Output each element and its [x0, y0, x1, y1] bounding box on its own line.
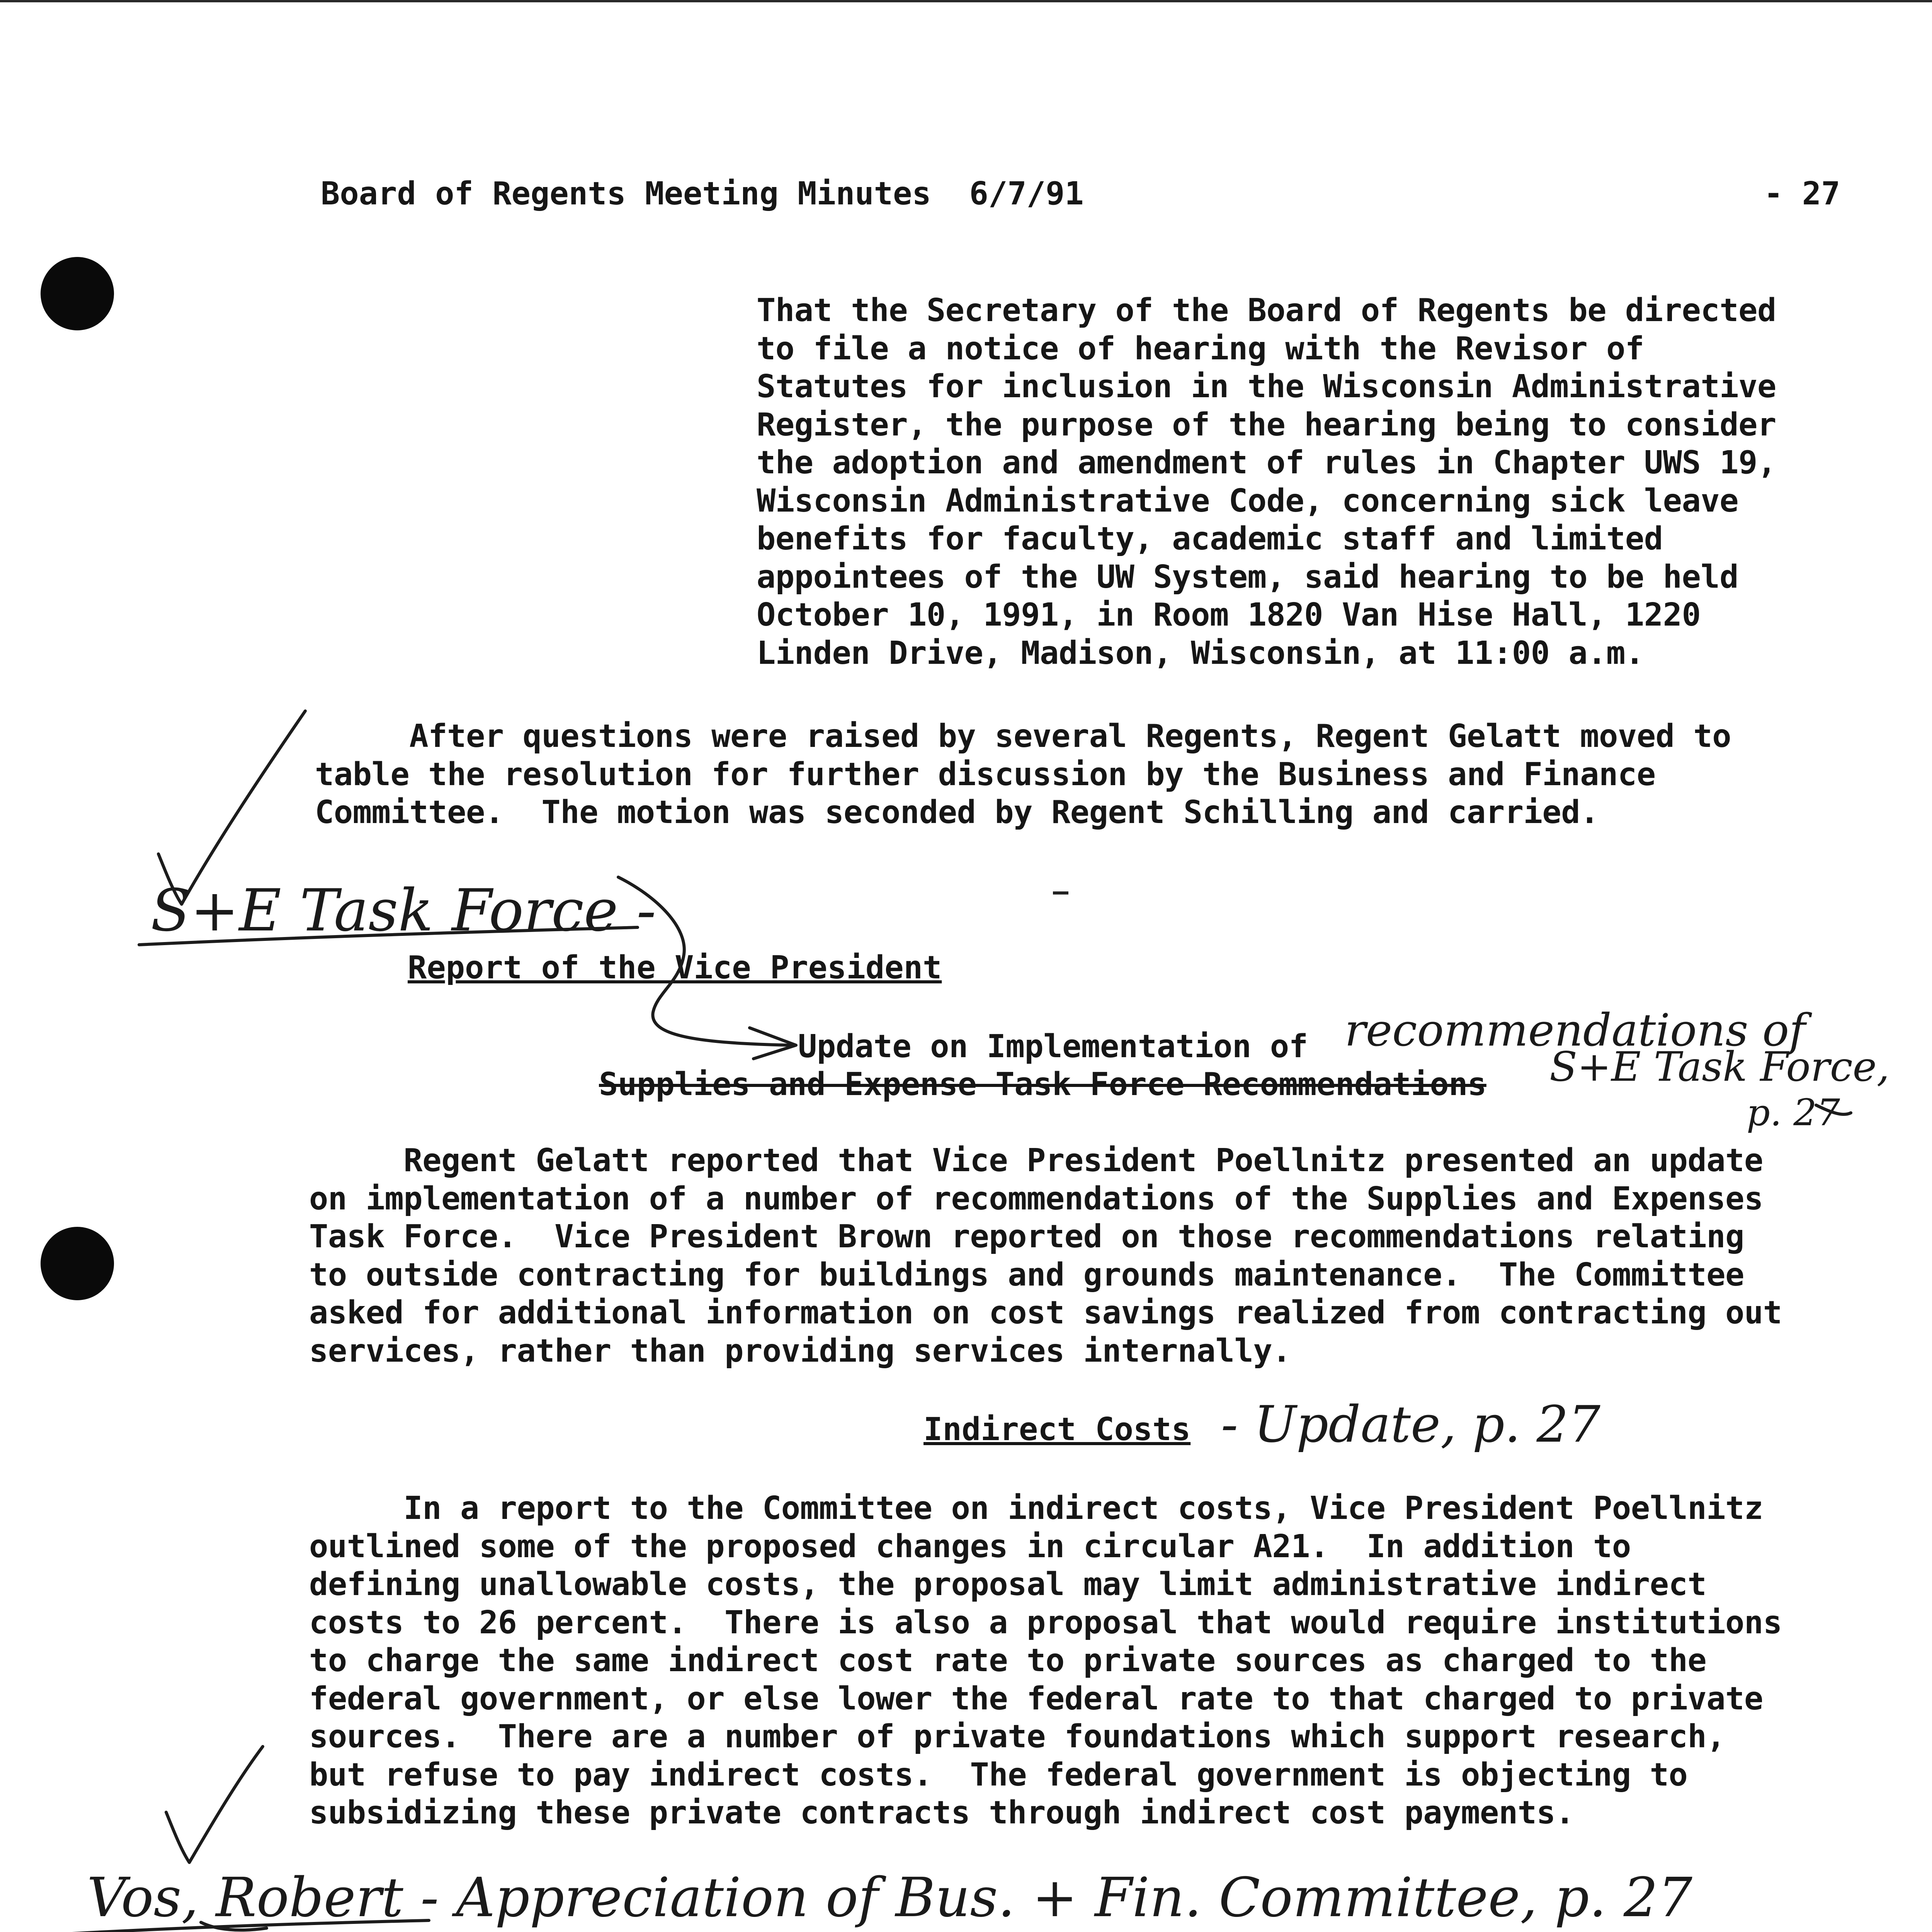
- handwritten-vos-note: Vos, Robert - Appreciation of Bus. + Fin. Committee, p. 27: [87, 1866, 1692, 1929]
- paragraph-line: table the resolution for further discussion by the Business and Finance: [315, 756, 1656, 793]
- paragraph-line: sources. There are a number of private foundations which support research,: [309, 1718, 1726, 1755]
- paragraph-line: on implementation of a number of recommendations of the Supplies and Expenses: [309, 1180, 1763, 1217]
- paragraph-line: services, rather than providing services internally.: [309, 1333, 1291, 1369]
- paragraph-line: to outside contracting for buildings and grounds maintenance. The Committee: [309, 1257, 1744, 1293]
- paragraph-line: After questions were raised by several Regents, Regent Gelatt moved to: [315, 718, 1731, 755]
- paragraph-line: costs to 26 percent. There is also a proposal that would require institutions: [309, 1604, 1782, 1641]
- resolution-line: appointees of the UW System, said hearing to be held: [757, 559, 1739, 595]
- resolution-line: to file a notice of hearing with the Revisor of: [757, 330, 1644, 367]
- paragraph-line: Committee. The motion was seconded by Regent Schilling and carried.: [315, 794, 1599, 831]
- subheading-update: Update on Implementation of: [798, 1028, 1308, 1065]
- arrow-head-icon: [750, 1028, 796, 1059]
- section-heading-indirect-costs: Indirect Costs: [923, 1411, 1191, 1448]
- checkmark-icon: [166, 1747, 263, 1862]
- handwritten-recommendations-note-2: S+E Task Force,: [1549, 1043, 1890, 1090]
- resolution-line: the adoption and amendment of rules in Chapter UWS 19,: [757, 444, 1776, 481]
- paragraph-line: subsidizing these private contracts through indirect cost payments.: [309, 1794, 1575, 1831]
- handwritten-indirect-note: - Update, p. 27: [1221, 1395, 1600, 1454]
- section-heading-vice-president: Report of the Vice President: [408, 949, 942, 986]
- paragraph-line: to charge the same indirect cost rate to private sources as charged to the: [309, 1642, 1707, 1679]
- paragraph-line: In a report to the Committee on indirect costs, Vice President Poellnitz: [309, 1490, 1763, 1527]
- resolution-line: Wisconsin Administrative Code, concerning sick leave: [757, 483, 1739, 519]
- paragraph-line: federal government, or else lower the federal rate to that charged to private: [309, 1680, 1763, 1717]
- page-number: - 27: [1764, 175, 1840, 212]
- paragraph-line: outlined some of the proposed changes in circular A21. In addition to: [309, 1528, 1631, 1565]
- paragraph-line: Regent Gelatt reported that Vice President Poellnitz presented an update: [309, 1142, 1763, 1179]
- punch-hole-middle: [41, 1227, 114, 1300]
- paragraph-line: Task Force. Vice President Brown reported on those recommendations relating: [309, 1218, 1744, 1255]
- handwritten-recommendations-note: recommendations of: [1345, 1005, 1806, 1056]
- paragraph-line: asked for additional information on cost savings realized from contracting out: [309, 1294, 1782, 1331]
- handwritten-task-force-note: S+E Task Force -: [151, 877, 656, 944]
- paragraph-line: but refuse to pay indirect costs. The federal government is objecting to: [309, 1757, 1688, 1793]
- resolution-line: benefits for faculty, academic staff and limited: [757, 520, 1663, 557]
- paragraph-line: defining unallowable costs, the proposal may limit administrative indirect: [309, 1566, 1707, 1603]
- resolution-line: Register, the purpose of the hearing being to consider: [757, 406, 1776, 443]
- handwritten-page-ref: p. 27: [1747, 1092, 1840, 1134]
- resolution-line: Statutes for inclusion in the Wisconsin Administrative: [757, 368, 1776, 405]
- checkmark-icon: [158, 711, 305, 904]
- resolution-line: Linden Drive, Madison, Wisconsin, at 11:00 a.m.: [757, 635, 1644, 672]
- subheading-struck: Supplies and Expense Task Force Recommendations: [599, 1066, 1486, 1103]
- page-header-title: Board of Regents Meeting Minutes 6/7/91: [321, 175, 1084, 212]
- scan-top-edge: [0, 0, 1932, 2]
- scan-mark: [1053, 891, 1068, 895]
- resolution-line: October 10, 1991, in Room 1820 Van Hise Hall, 1220: [757, 597, 1701, 633]
- resolution-line: That the Secretary of the Board of Regents be directed: [757, 292, 1776, 329]
- punch-hole-top: [41, 257, 114, 330]
